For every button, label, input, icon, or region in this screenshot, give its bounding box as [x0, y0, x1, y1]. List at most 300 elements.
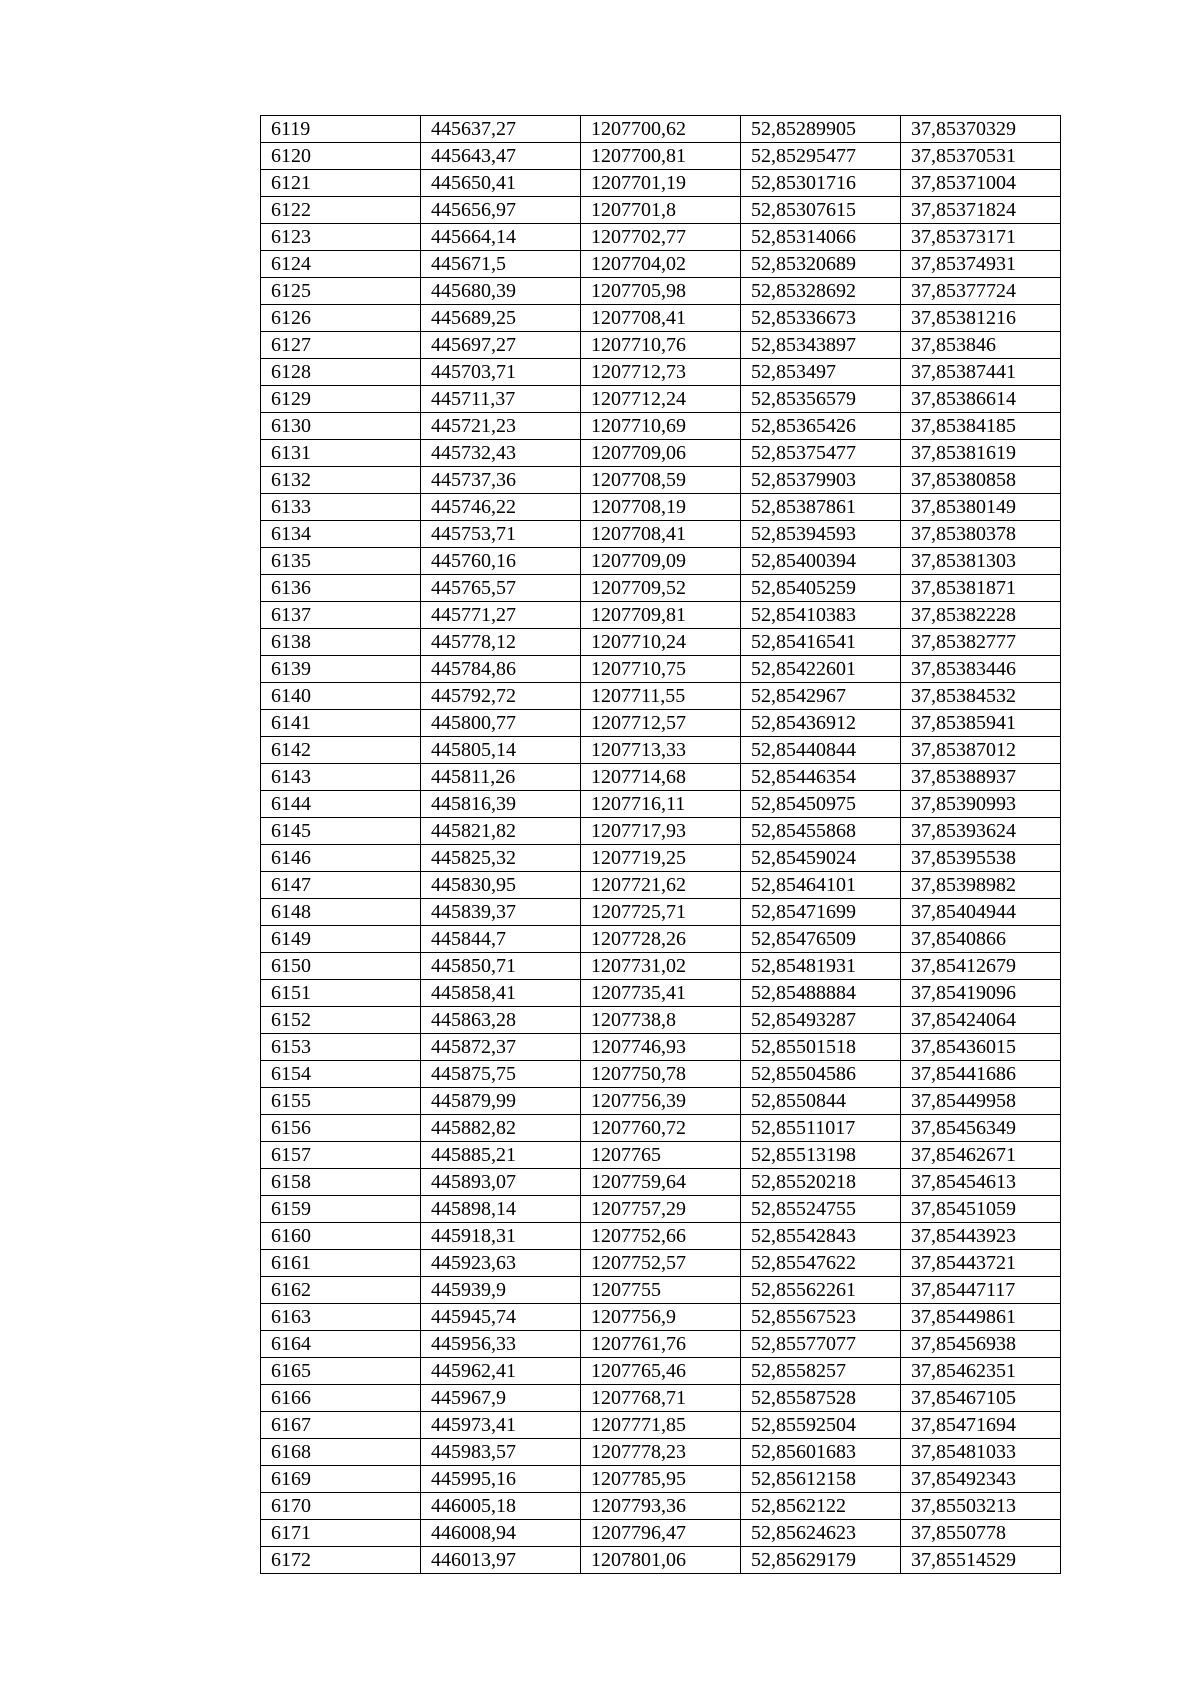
x-coordinate-cell: 445956,33	[421, 1331, 581, 1358]
table-row	[261, 845, 1061, 872]
x-coordinate-cell: 445816,39	[421, 791, 581, 818]
point-number-cell: 6134	[261, 521, 421, 548]
x-coordinate-cell: 445858,41	[421, 980, 581, 1007]
point-number-cell: 6131	[261, 440, 421, 467]
x-coordinate-cell: 445898,14	[421, 1196, 581, 1223]
y-coordinate-cell: 1207793,36	[581, 1493, 741, 1520]
latitude-cell: 52,85446354	[741, 764, 901, 791]
table-row	[261, 629, 1061, 656]
x-coordinate-cell: 445879,99	[421, 1088, 581, 1115]
y-coordinate-cell: 1207778,23	[581, 1439, 741, 1466]
table-row	[261, 440, 1061, 467]
y-coordinate-cell: 1207710,69	[581, 413, 741, 440]
point-number-cell: 6135	[261, 548, 421, 575]
latitude-cell: 52,85436912	[741, 710, 901, 737]
point-number-cell: 6130	[261, 413, 421, 440]
y-coordinate-cell: 1207710,75	[581, 656, 741, 683]
x-coordinate-cell: 445875,75	[421, 1061, 581, 1088]
x-coordinate-cell: 445885,21	[421, 1142, 581, 1169]
point-number-cell: 6172	[261, 1547, 421, 1574]
longitude-cell: 37,85462671	[901, 1142, 1061, 1169]
y-coordinate-cell: 1207708,59	[581, 467, 741, 494]
y-coordinate-cell: 1207756,39	[581, 1088, 741, 1115]
table-row	[261, 224, 1061, 251]
x-coordinate-cell: 445830,95	[421, 872, 581, 899]
longitude-cell: 37,85443721	[901, 1250, 1061, 1277]
longitude-cell: 37,85374931	[901, 251, 1061, 278]
point-number-cell: 6159	[261, 1196, 421, 1223]
latitude-cell: 52,85450975	[741, 791, 901, 818]
longitude-cell: 37,85381303	[901, 548, 1061, 575]
x-coordinate-cell: 445967,9	[421, 1385, 581, 1412]
longitude-cell: 37,85381216	[901, 305, 1061, 332]
y-coordinate-cell: 1207712,24	[581, 386, 741, 413]
latitude-cell: 52,85459024	[741, 845, 901, 872]
point-number-cell: 6140	[261, 683, 421, 710]
x-coordinate-cell: 445839,37	[421, 899, 581, 926]
table-row	[261, 143, 1061, 170]
latitude-cell: 52,85624623	[741, 1520, 901, 1547]
table-row	[261, 1439, 1061, 1466]
y-coordinate-cell: 1207709,09	[581, 548, 741, 575]
longitude-cell: 37,85370329	[901, 116, 1061, 143]
x-coordinate-cell: 445650,41	[421, 170, 581, 197]
y-coordinate-cell: 1207759,64	[581, 1169, 741, 1196]
longitude-cell: 37,8540866	[901, 926, 1061, 953]
y-coordinate-cell: 1207711,55	[581, 683, 741, 710]
x-coordinate-cell: 445680,39	[421, 278, 581, 305]
point-number-cell: 6123	[261, 224, 421, 251]
x-coordinate-cell: 446008,94	[421, 1520, 581, 1547]
x-coordinate-cell: 445784,86	[421, 656, 581, 683]
table-row	[261, 413, 1061, 440]
latitude-cell: 52,85524755	[741, 1196, 901, 1223]
table-row	[261, 737, 1061, 764]
y-coordinate-cell: 1207755	[581, 1277, 741, 1304]
x-coordinate-cell: 445792,72	[421, 683, 581, 710]
latitude-cell: 52,85365426	[741, 413, 901, 440]
x-coordinate-cell: 445821,82	[421, 818, 581, 845]
table-row	[261, 953, 1061, 980]
y-coordinate-cell: 1207717,93	[581, 818, 741, 845]
longitude-cell: 37,85380149	[901, 494, 1061, 521]
x-coordinate-cell: 445703,71	[421, 359, 581, 386]
table-row	[261, 1115, 1061, 1142]
latitude-cell: 52,8558257	[741, 1358, 901, 1385]
point-number-cell: 6136	[261, 575, 421, 602]
latitude-cell: 52,85504586	[741, 1061, 901, 1088]
x-coordinate-cell: 445882,82	[421, 1115, 581, 1142]
latitude-cell: 52,85587528	[741, 1385, 901, 1412]
table-row	[261, 1466, 1061, 1493]
y-coordinate-cell: 1207709,52	[581, 575, 741, 602]
longitude-cell: 37,85449861	[901, 1304, 1061, 1331]
latitude-cell: 52,85488884	[741, 980, 901, 1007]
x-coordinate-cell: 445753,71	[421, 521, 581, 548]
y-coordinate-cell: 1207719,25	[581, 845, 741, 872]
point-number-cell: 6164	[261, 1331, 421, 1358]
longitude-cell: 37,85384185	[901, 413, 1061, 440]
longitude-cell: 37,85436015	[901, 1034, 1061, 1061]
longitude-cell: 37,85371824	[901, 197, 1061, 224]
latitude-cell: 52,85513198	[741, 1142, 901, 1169]
y-coordinate-cell: 1207750,78	[581, 1061, 741, 1088]
table-row	[261, 602, 1061, 629]
latitude-cell: 52,85422601	[741, 656, 901, 683]
longitude-cell: 37,85386614	[901, 386, 1061, 413]
longitude-cell: 37,85447117	[901, 1277, 1061, 1304]
x-coordinate-cell: 445771,27	[421, 602, 581, 629]
x-coordinate-cell: 445973,41	[421, 1412, 581, 1439]
longitude-cell: 37,85419096	[901, 980, 1061, 1007]
y-coordinate-cell: 1207728,26	[581, 926, 741, 953]
y-coordinate-cell: 1207796,47	[581, 1520, 741, 1547]
latitude-cell: 52,85400394	[741, 548, 901, 575]
y-coordinate-cell: 1207708,19	[581, 494, 741, 521]
y-coordinate-cell: 1207761,76	[581, 1331, 741, 1358]
table-row	[261, 1304, 1061, 1331]
point-number-cell: 6155	[261, 1088, 421, 1115]
longitude-cell: 37,85404944	[901, 899, 1061, 926]
y-coordinate-cell: 1207716,11	[581, 791, 741, 818]
latitude-cell: 52,85336673	[741, 305, 901, 332]
point-number-cell: 6125	[261, 278, 421, 305]
table-row	[261, 251, 1061, 278]
x-coordinate-cell: 446005,18	[421, 1493, 581, 1520]
table-row	[261, 278, 1061, 305]
point-number-cell: 6160	[261, 1223, 421, 1250]
y-coordinate-cell: 1207765	[581, 1142, 741, 1169]
x-coordinate-cell: 445765,57	[421, 575, 581, 602]
point-number-cell: 6170	[261, 1493, 421, 1520]
point-number-cell: 6168	[261, 1439, 421, 1466]
longitude-cell: 37,85387441	[901, 359, 1061, 386]
point-number-cell: 6150	[261, 953, 421, 980]
x-coordinate-cell: 445893,07	[421, 1169, 581, 1196]
x-coordinate-cell: 445939,9	[421, 1277, 581, 1304]
latitude-cell: 52,85375477	[741, 440, 901, 467]
longitude-cell: 37,85373171	[901, 224, 1061, 251]
latitude-cell: 52,85547622	[741, 1250, 901, 1277]
x-coordinate-cell: 445844,7	[421, 926, 581, 953]
table-row	[261, 1061, 1061, 1088]
table-row	[261, 548, 1061, 575]
point-number-cell: 6127	[261, 332, 421, 359]
longitude-cell: 37,85380378	[901, 521, 1061, 548]
latitude-cell: 52,85455868	[741, 818, 901, 845]
table-row	[261, 1385, 1061, 1412]
latitude-cell: 52,85314066	[741, 224, 901, 251]
longitude-cell: 37,85398982	[901, 872, 1061, 899]
point-number-cell: 6157	[261, 1142, 421, 1169]
latitude-cell: 52,85471699	[741, 899, 901, 926]
longitude-cell: 37,85492343	[901, 1466, 1061, 1493]
point-number-cell: 6124	[261, 251, 421, 278]
y-coordinate-cell: 1207714,68	[581, 764, 741, 791]
longitude-cell: 37,85383446	[901, 656, 1061, 683]
y-coordinate-cell: 1207709,81	[581, 602, 741, 629]
latitude-cell: 52,85542843	[741, 1223, 901, 1250]
x-coordinate-cell: 445637,27	[421, 116, 581, 143]
latitude-cell: 52,8562122	[741, 1493, 901, 1520]
point-number-cell: 6166	[261, 1385, 421, 1412]
longitude-cell: 37,8550778	[901, 1520, 1061, 1547]
latitude-cell: 52,85592504	[741, 1412, 901, 1439]
point-number-cell: 6145	[261, 818, 421, 845]
table-row	[261, 1169, 1061, 1196]
table-row	[261, 305, 1061, 332]
x-coordinate-cell: 445737,36	[421, 467, 581, 494]
x-coordinate-cell: 445689,25	[421, 305, 581, 332]
x-coordinate-cell: 445721,23	[421, 413, 581, 440]
longitude-cell: 37,85371004	[901, 170, 1061, 197]
x-coordinate-cell: 445671,5	[421, 251, 581, 278]
y-coordinate-cell: 1207738,8	[581, 1007, 741, 1034]
y-coordinate-cell: 1207704,02	[581, 251, 741, 278]
x-coordinate-cell: 445811,26	[421, 764, 581, 791]
latitude-cell: 52,85405259	[741, 575, 901, 602]
longitude-cell: 37,85387012	[901, 737, 1061, 764]
x-coordinate-cell: 445945,74	[421, 1304, 581, 1331]
table-row	[261, 494, 1061, 521]
table-row	[261, 575, 1061, 602]
point-number-cell: 6153	[261, 1034, 421, 1061]
table-row	[261, 926, 1061, 953]
table-row	[261, 1547, 1061, 1574]
longitude-cell: 37,85382228	[901, 602, 1061, 629]
point-number-cell: 6137	[261, 602, 421, 629]
y-coordinate-cell: 1207702,77	[581, 224, 741, 251]
longitude-cell: 37,85390993	[901, 791, 1061, 818]
latitude-cell: 52,85629179	[741, 1547, 901, 1574]
table-row	[261, 1007, 1061, 1034]
longitude-cell: 37,85382777	[901, 629, 1061, 656]
longitude-cell: 37,85395538	[901, 845, 1061, 872]
longitude-cell: 37,85424064	[901, 1007, 1061, 1034]
longitude-cell: 37,85441686	[901, 1061, 1061, 1088]
y-coordinate-cell: 1207701,8	[581, 197, 741, 224]
longitude-cell: 37,85385941	[901, 710, 1061, 737]
longitude-cell: 37,85467105	[901, 1385, 1061, 1412]
x-coordinate-cell: 445872,37	[421, 1034, 581, 1061]
x-coordinate-cell: 445983,57	[421, 1439, 581, 1466]
y-coordinate-cell: 1207752,57	[581, 1250, 741, 1277]
longitude-cell: 37,85449958	[901, 1088, 1061, 1115]
table-row	[261, 710, 1061, 737]
x-coordinate-cell: 445923,63	[421, 1250, 581, 1277]
table-row	[261, 899, 1061, 926]
point-number-cell: 6167	[261, 1412, 421, 1439]
point-number-cell: 6151	[261, 980, 421, 1007]
table-row	[261, 1142, 1061, 1169]
y-coordinate-cell: 1207785,95	[581, 1466, 741, 1493]
longitude-cell: 37,85456938	[901, 1331, 1061, 1358]
y-coordinate-cell: 1207721,62	[581, 872, 741, 899]
y-coordinate-cell: 1207746,93	[581, 1034, 741, 1061]
longitude-cell: 37,853846	[901, 332, 1061, 359]
y-coordinate-cell: 1207712,73	[581, 359, 741, 386]
table-row	[261, 521, 1061, 548]
x-coordinate-cell: 445918,31	[421, 1223, 581, 1250]
point-number-cell: 6132	[261, 467, 421, 494]
y-coordinate-cell: 1207705,98	[581, 278, 741, 305]
y-coordinate-cell: 1207735,41	[581, 980, 741, 1007]
point-number-cell: 6156	[261, 1115, 421, 1142]
table-row	[261, 467, 1061, 494]
table-row	[261, 1358, 1061, 1385]
point-number-cell: 6129	[261, 386, 421, 413]
table-row	[261, 791, 1061, 818]
table-row	[261, 1493, 1061, 1520]
point-number-cell: 6148	[261, 899, 421, 926]
point-number-cell: 6139	[261, 656, 421, 683]
y-coordinate-cell: 1207768,71	[581, 1385, 741, 1412]
point-number-cell: 6152	[261, 1007, 421, 1034]
table-row	[261, 386, 1061, 413]
latitude-cell: 52,85464101	[741, 872, 901, 899]
latitude-cell: 52,85307615	[741, 197, 901, 224]
y-coordinate-cell: 1207700,62	[581, 116, 741, 143]
x-coordinate-cell: 445850,71	[421, 953, 581, 980]
table-row	[261, 1196, 1061, 1223]
table-row	[261, 1223, 1061, 1250]
x-coordinate-cell: 445760,16	[421, 548, 581, 575]
latitude-cell: 52,85301716	[741, 170, 901, 197]
latitude-cell: 52,853497	[741, 359, 901, 386]
longitude-cell: 37,85393624	[901, 818, 1061, 845]
coordinates-table-body	[261, 116, 1061, 1574]
latitude-cell: 52,85379903	[741, 467, 901, 494]
x-coordinate-cell: 446013,97	[421, 1547, 581, 1574]
y-coordinate-cell: 1207700,81	[581, 143, 741, 170]
longitude-cell: 37,85514529	[901, 1547, 1061, 1574]
latitude-cell: 52,85440844	[741, 737, 901, 764]
longitude-cell: 37,85471694	[901, 1412, 1061, 1439]
table-row	[261, 1034, 1061, 1061]
y-coordinate-cell: 1207801,06	[581, 1547, 741, 1574]
x-coordinate-cell: 445664,14	[421, 224, 581, 251]
latitude-cell: 52,85481931	[741, 953, 901, 980]
x-coordinate-cell: 445746,22	[421, 494, 581, 521]
x-coordinate-cell: 445825,32	[421, 845, 581, 872]
table-row	[261, 656, 1061, 683]
y-coordinate-cell: 1207756,9	[581, 1304, 741, 1331]
longitude-cell: 37,85456349	[901, 1115, 1061, 1142]
longitude-cell: 37,85377724	[901, 278, 1061, 305]
point-number-cell: 6154	[261, 1061, 421, 1088]
y-coordinate-cell: 1207725,71	[581, 899, 741, 926]
y-coordinate-cell: 1207731,02	[581, 953, 741, 980]
latitude-cell: 52,85328692	[741, 278, 901, 305]
point-number-cell: 6122	[261, 197, 421, 224]
table-row	[261, 116, 1061, 143]
x-coordinate-cell: 445800,77	[421, 710, 581, 737]
longitude-cell: 37,85481033	[901, 1439, 1061, 1466]
coordinates-table	[260, 115, 1061, 1574]
table-row	[261, 170, 1061, 197]
point-number-cell: 6142	[261, 737, 421, 764]
longitude-cell: 37,85462351	[901, 1358, 1061, 1385]
table-row	[261, 1088, 1061, 1115]
table-row	[261, 197, 1061, 224]
point-number-cell: 6163	[261, 1304, 421, 1331]
latitude-cell: 52,85394593	[741, 521, 901, 548]
point-number-cell: 6161	[261, 1250, 421, 1277]
longitude-cell: 37,85388937	[901, 764, 1061, 791]
x-coordinate-cell: 445711,37	[421, 386, 581, 413]
y-coordinate-cell: 1207709,06	[581, 440, 741, 467]
longitude-cell: 37,85380858	[901, 467, 1061, 494]
latitude-cell: 52,85295477	[741, 143, 901, 170]
y-coordinate-cell: 1207708,41	[581, 305, 741, 332]
longitude-cell: 37,85384532	[901, 683, 1061, 710]
latitude-cell: 52,85612158	[741, 1466, 901, 1493]
x-coordinate-cell: 445656,97	[421, 197, 581, 224]
latitude-cell: 52,85416541	[741, 629, 901, 656]
point-number-cell: 6165	[261, 1358, 421, 1385]
latitude-cell: 52,85476509	[741, 926, 901, 953]
longitude-cell: 37,85454613	[901, 1169, 1061, 1196]
table-row	[261, 683, 1061, 710]
table-row	[261, 818, 1061, 845]
x-coordinate-cell: 445863,28	[421, 1007, 581, 1034]
latitude-cell: 52,85410383	[741, 602, 901, 629]
point-number-cell: 6169	[261, 1466, 421, 1493]
longitude-cell: 37,85503213	[901, 1493, 1061, 1520]
latitude-cell: 52,85289905	[741, 116, 901, 143]
table-row	[261, 872, 1061, 899]
latitude-cell: 52,85501518	[741, 1034, 901, 1061]
y-coordinate-cell: 1207771,85	[581, 1412, 741, 1439]
point-number-cell: 6121	[261, 170, 421, 197]
point-number-cell: 6158	[261, 1169, 421, 1196]
table-row	[261, 332, 1061, 359]
table-row	[261, 764, 1061, 791]
y-coordinate-cell: 1207752,66	[581, 1223, 741, 1250]
point-number-cell: 6162	[261, 1277, 421, 1304]
point-number-cell: 6128	[261, 359, 421, 386]
longitude-cell: 37,85451059	[901, 1196, 1061, 1223]
x-coordinate-cell: 445805,14	[421, 737, 581, 764]
x-coordinate-cell: 445697,27	[421, 332, 581, 359]
table-row	[261, 1277, 1061, 1304]
latitude-cell: 52,85356579	[741, 386, 901, 413]
latitude-cell: 52,85601683	[741, 1439, 901, 1466]
point-number-cell: 6171	[261, 1520, 421, 1547]
latitude-cell: 52,85562261	[741, 1277, 901, 1304]
point-number-cell: 6146	[261, 845, 421, 872]
latitude-cell: 52,8542967	[741, 683, 901, 710]
point-number-cell: 6143	[261, 764, 421, 791]
y-coordinate-cell: 1207713,33	[581, 737, 741, 764]
y-coordinate-cell: 1207710,76	[581, 332, 741, 359]
y-coordinate-cell: 1207701,19	[581, 170, 741, 197]
y-coordinate-cell: 1207765,46	[581, 1358, 741, 1385]
point-number-cell: 6144	[261, 791, 421, 818]
point-number-cell: 6120	[261, 143, 421, 170]
latitude-cell: 52,85520218	[741, 1169, 901, 1196]
table-row	[261, 1520, 1061, 1547]
point-number-cell: 6149	[261, 926, 421, 953]
point-number-cell: 6133	[261, 494, 421, 521]
table-row	[261, 359, 1061, 386]
x-coordinate-cell: 445995,16	[421, 1466, 581, 1493]
longitude-cell: 37,85370531	[901, 143, 1061, 170]
x-coordinate-cell: 445732,43	[421, 440, 581, 467]
table-row	[261, 980, 1061, 1007]
point-number-cell: 6147	[261, 872, 421, 899]
latitude-cell: 52,85320689	[741, 251, 901, 278]
